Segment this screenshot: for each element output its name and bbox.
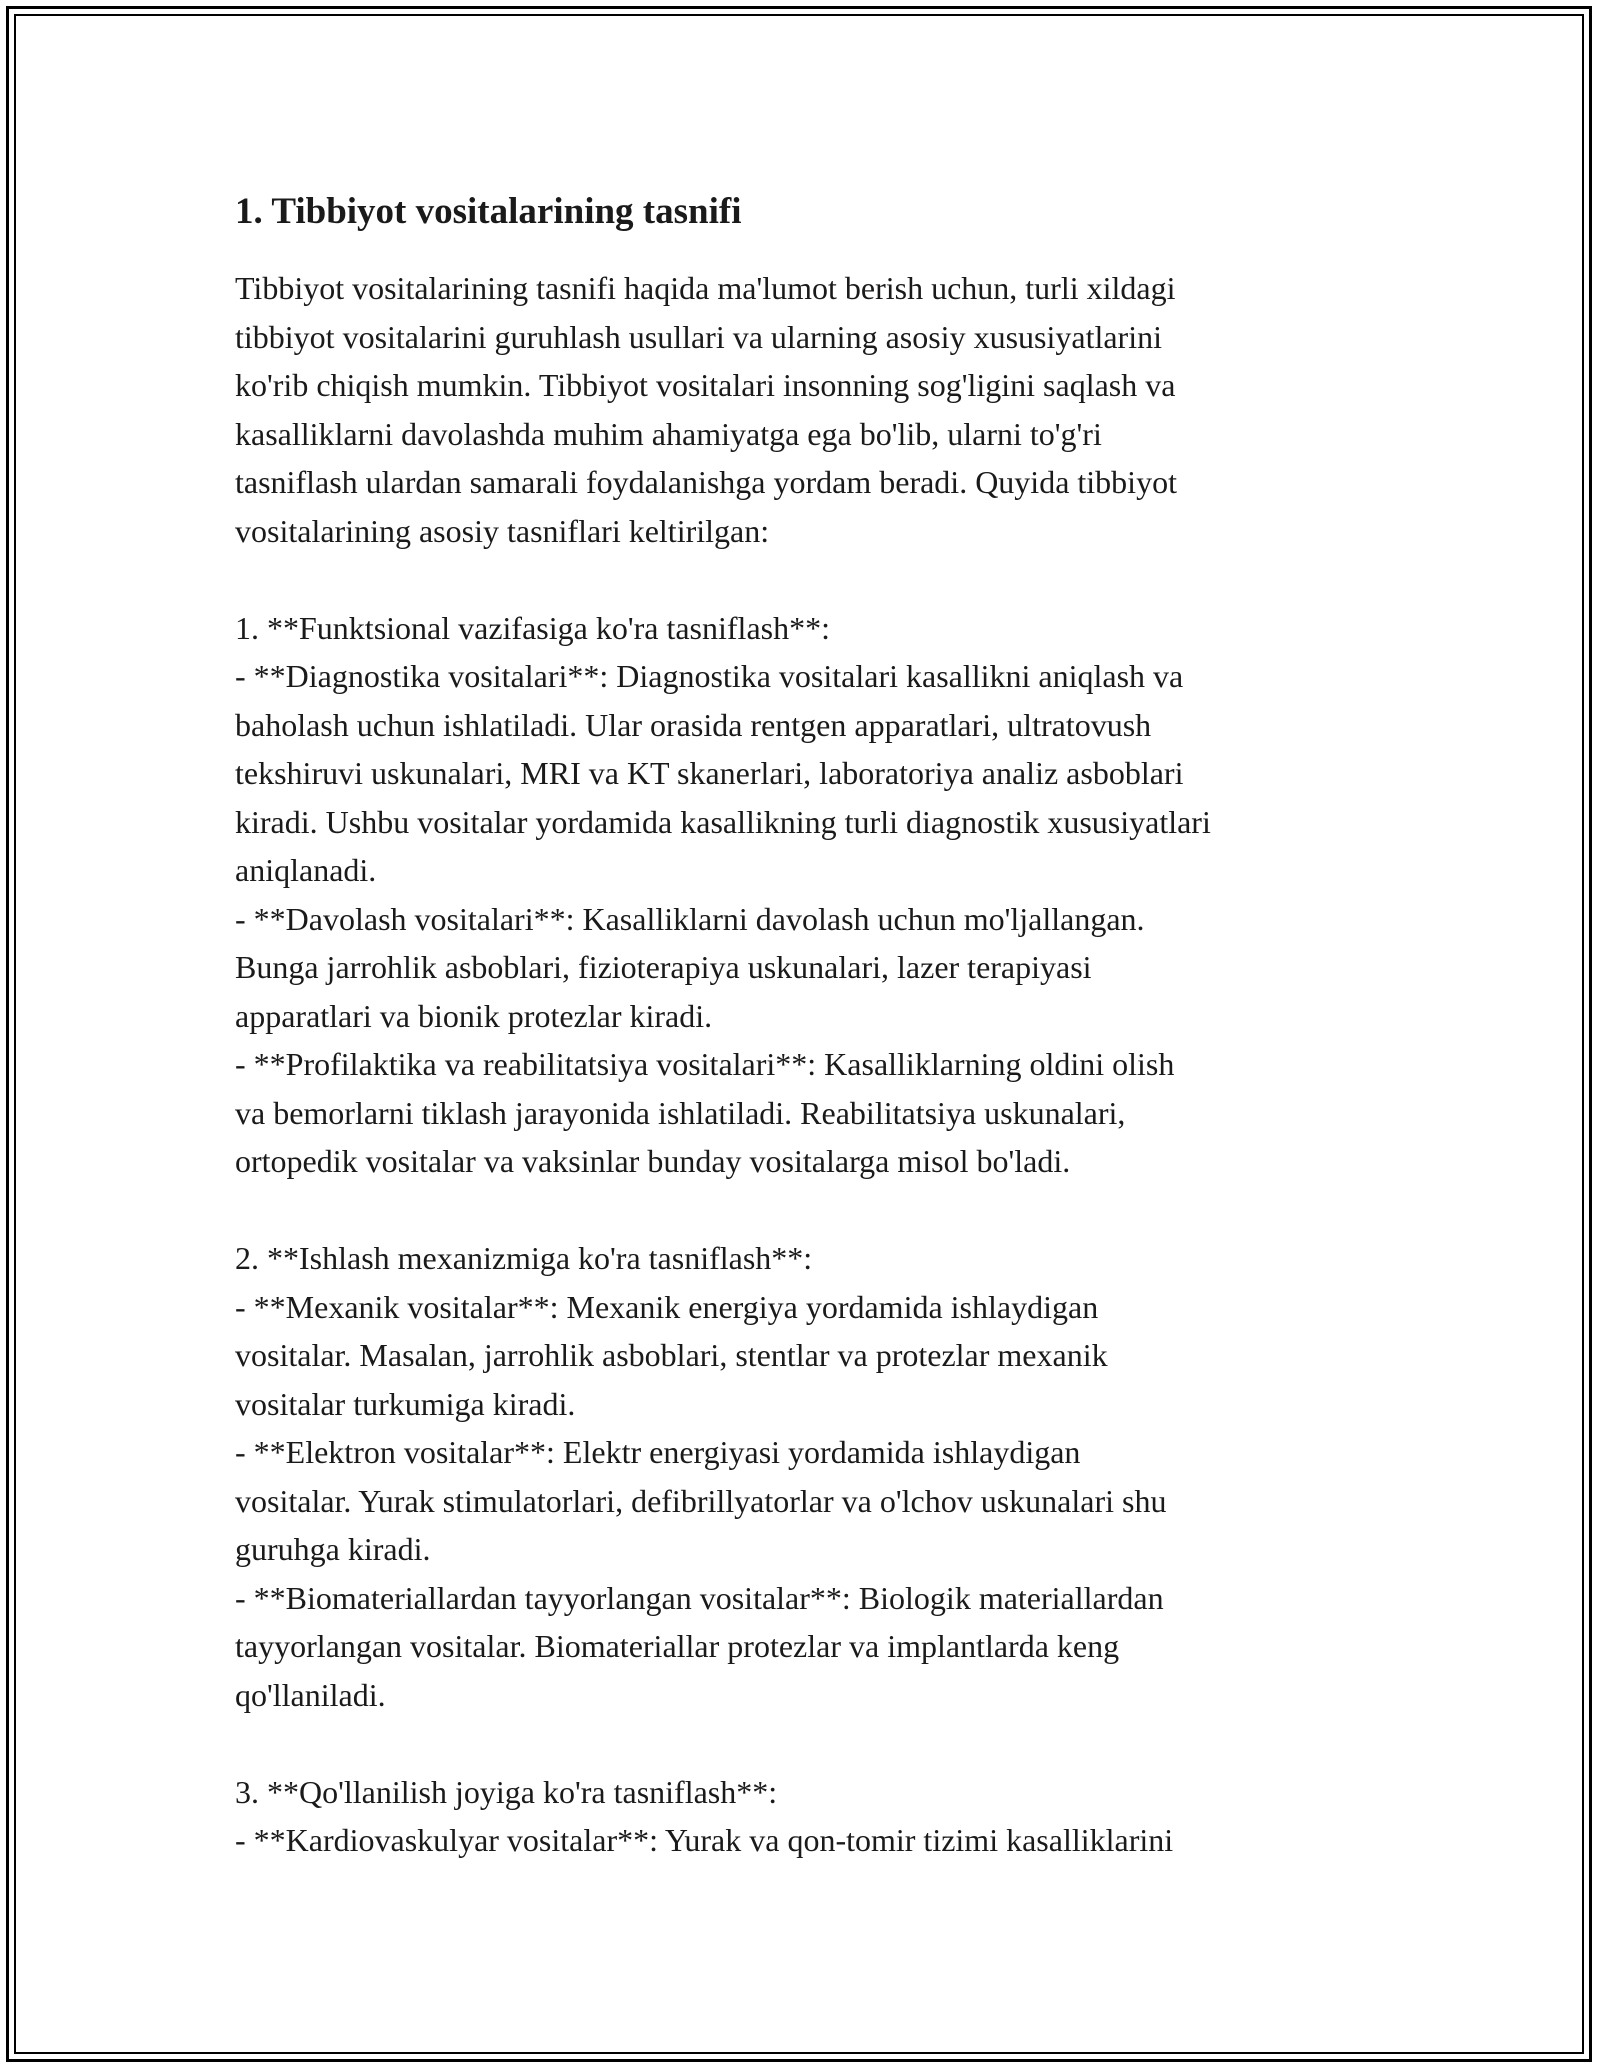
document-title: 1. Tibbiyot vositalarining tasnifi [235,191,742,232]
section-heading: 1. **Funktsional vazifasiga ko'ra tasniflash**: [235,609,830,646]
list-item: - **Biomateriallardan tayyorlangan vositalar**: Biologik materiallardan tayyorlangan vositalar. Biomateriallar protezlar va implantlarda keng qo'llaniladi. [235,1579,1164,1713]
list-item: - **Kardiovaskulyar vositalar**: Yurak va qon-tomir tizimi kasalliklarini [235,1822,1174,1858]
section-heading: 3. **Qo'llanilish joyiga ko'ra tasniflash**: [235,1773,778,1810]
list-item: - **Davolash vositalari**: Kasalliklarni davolash uchun mo'ljallangan. Bunga jarrohlik asboblari, fizioterapiya uskunalari, lazer terapiyasi apparatlari va bionik protezlar kiradi. [235,900,1145,1034]
spacer [235,555,1365,604]
list-item: - **Mexanik vositalar**: Mexanik energiya yordamida ishlaydigan vositalar. Masalan, jarrohlik asboblari, stentlar va protezlar mexanik vositalar turkumiga kiradi. [235,1288,1108,1422]
list-item: - **Elektron vositalar**: Elektr energiyasi yordamida ishlaydigan vositalar. Yurak stimulatorlari, defibrillyatorlar va o'lchov uskunalari shu guruhga kiradi. [235,1434,1167,1567]
section-1 [235,604,1365,1186]
intro-paragraph: Tibbiyot vositalarining tasnifi haqida ma'lumot berish uchun, turli xildagi tibbiyot vositalarini guruhlash usullari va ularning asosiy xususiyatlarini ko'rib chiqish mumkin. Tibbiyot vositalari insonning sog'ligini saqlash va kasalliklarni davolashda muhim ahamiyatga ega bo'lib, ularni to'g'ri tasniflash ulardan samarali foydalanishga yordam beradi. Quyida tibbiyot vositalarining asosiy tasniflari keltirilgan: [235,270,1177,549]
spacer [235,1186,1365,1235]
spacer [235,1719,1365,1768]
section-2 [235,1234,1365,1719]
list-item: - **Profilaktika va reabilitatsiya vositalari**: Kasalliklarning oldini olish va bemorlarni tiklash jarayonida ishlatiladi. Reabilitatsiya uskunalari, ortopedik vositalar va vaksinlar bunday vositalarga misol bo'ladi. [235,1046,1175,1179]
list-item: - **Diagnostika vositalari**: Diagnostika vositalari kasallikni aniqlash va baholash uchun ishlatiladi. Ular orasida rentgen apparatlari, ultratovush tekshiruvi uskunalari, MRI va KT skanerlari, laboratoriya analiz asboblari kiradi. Ushbu vositalar yordamida kasallikning turli diagnostik xususiyatlari aniqlanadi. [235,658,1211,888]
section-3 [235,1768,1365,1865]
section-heading: 2. **Ishlash mexanizmiga ko'ra tasniflash**: [235,1240,813,1276]
document-page [235,186,1365,1865]
